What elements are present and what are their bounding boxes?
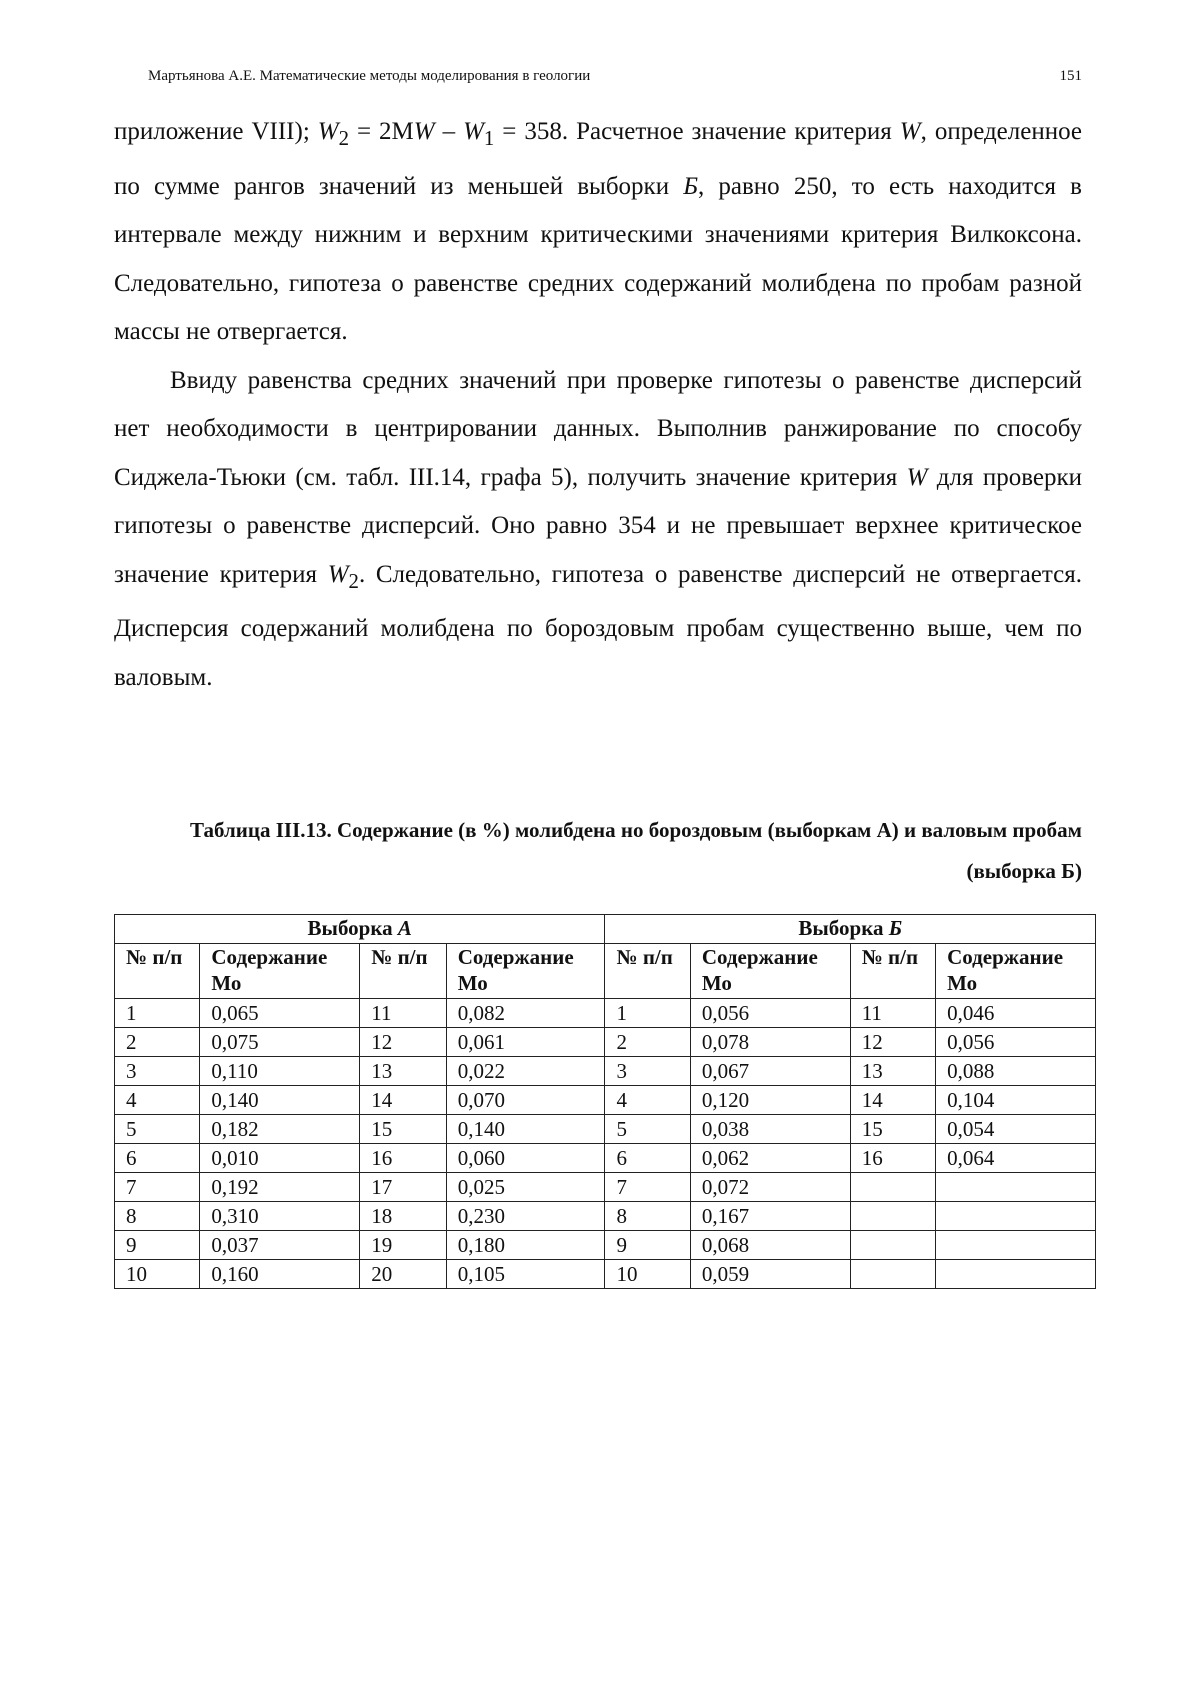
table-cell: 0,038 xyxy=(690,1115,850,1144)
table-cell: 0,180 xyxy=(446,1231,605,1260)
table-cell: 0,105 xyxy=(446,1260,605,1289)
table-cell: 0,104 xyxy=(936,1086,1096,1115)
table-cell: 0,140 xyxy=(200,1086,360,1115)
group-a-header: Выборка А xyxy=(115,915,605,944)
col-header-num: № п/п xyxy=(115,944,200,999)
table-cell: 0,054 xyxy=(936,1115,1096,1144)
page-number: 151 xyxy=(1059,68,1082,84)
table-cell: 0,065 xyxy=(200,999,360,1028)
table-cell: 3 xyxy=(115,1057,200,1086)
table-cell: 0,120 xyxy=(690,1086,850,1115)
table-cell: 11 xyxy=(850,999,935,1028)
table-cell: 12 xyxy=(360,1028,446,1057)
table-cell xyxy=(850,1260,935,1289)
table-cell: 0,022 xyxy=(446,1057,605,1086)
paragraph-1: приложение VIII); $W_2 = 2MW - W_1 = 358$. Расчетное значение критерия W, определенное по сумме рангов значений из меньшей выборки Б, равно 250, то есть находится в интервале между нижним и верхним критическими значениями критерия Вилкоксона. Следовательно, гипотеза о равенстве средних содержаний молибдена по пробам разной массы не отвергается. xyxy=(114,118,1083,345)
table-cell: 16 xyxy=(850,1144,935,1173)
table-cell: 10 xyxy=(115,1260,200,1289)
table-cell: 0,160 xyxy=(200,1260,360,1289)
table-cell: 15 xyxy=(850,1115,935,1144)
table-cell: 5 xyxy=(115,1115,200,1144)
table-cell: 0,140 xyxy=(446,1115,605,1144)
group-b-header: Выборка Б xyxy=(605,915,1096,944)
table-cell: 14 xyxy=(850,1086,935,1115)
table-cell: 0,182 xyxy=(200,1115,360,1144)
col-header-num: № п/п xyxy=(605,944,690,999)
table-cell: 0,056 xyxy=(936,1028,1096,1057)
table-cell: 0,310 xyxy=(200,1202,360,1231)
table-cell xyxy=(936,1202,1096,1231)
table-cell: 0,192 xyxy=(200,1173,360,1202)
table-cell: 0,082 xyxy=(446,999,605,1028)
table-cell: 10 xyxy=(605,1260,690,1289)
table-row xyxy=(115,1086,1096,1115)
table-cell: 7 xyxy=(115,1173,200,1202)
table-cell: 0,010 xyxy=(200,1144,360,1173)
table-cell: 1 xyxy=(605,999,690,1028)
table-cell: 0,060 xyxy=(446,1144,605,1173)
table-row xyxy=(115,1202,1096,1231)
page-header xyxy=(148,68,1082,92)
table-cell: 0,059 xyxy=(690,1260,850,1289)
table-row xyxy=(115,1057,1096,1086)
col-header-num: № п/п xyxy=(360,944,446,999)
table-cell: 0,167 xyxy=(690,1202,850,1231)
table-cell: 13 xyxy=(360,1057,446,1086)
table-cell: 1 xyxy=(115,999,200,1028)
molybdenum-table xyxy=(114,914,1096,1289)
table-cell: 9 xyxy=(605,1231,690,1260)
table-cell: 0,072 xyxy=(690,1173,850,1202)
col-header-content: Содержание Мо xyxy=(200,944,360,999)
table-cell: 6 xyxy=(115,1144,200,1173)
body-text xyxy=(114,108,1082,702)
table-cell: 0,078 xyxy=(690,1028,850,1057)
table-cell: 3 xyxy=(605,1057,690,1086)
table-row xyxy=(115,1260,1096,1289)
table-cell xyxy=(850,1173,935,1202)
table-cell: 19 xyxy=(360,1231,446,1260)
col-header-content: Содержание Мо xyxy=(446,944,605,999)
table-body xyxy=(115,999,1096,1289)
table-cell: 8 xyxy=(605,1202,690,1231)
table-cell: 6 xyxy=(605,1144,690,1173)
table-cell: 0,110 xyxy=(200,1057,360,1086)
table-cell: 0,067 xyxy=(690,1057,850,1086)
table-cell: 13 xyxy=(850,1057,935,1086)
table-cell: 0,056 xyxy=(690,999,850,1028)
table-cell: 4 xyxy=(115,1086,200,1115)
table-cell: 0,061 xyxy=(446,1028,605,1057)
running-title: Мартьянова А.Е. Математические методы моделирования в геологии xyxy=(148,68,591,84)
table-row xyxy=(115,999,1096,1028)
table-cell: 0,075 xyxy=(200,1028,360,1057)
table-cell: 0,046 xyxy=(936,999,1096,1028)
table-row xyxy=(115,1231,1096,1260)
table-cell: 0,037 xyxy=(200,1231,360,1260)
table-cell: 0,068 xyxy=(690,1231,850,1260)
table-cell: 2 xyxy=(605,1028,690,1057)
col-header-content: Содержание Мо xyxy=(936,944,1096,999)
table-cell xyxy=(936,1231,1096,1260)
table-cell: 12 xyxy=(850,1028,935,1057)
table-cell: 18 xyxy=(360,1202,446,1231)
table-cell xyxy=(850,1202,935,1231)
table-cell: 16 xyxy=(360,1144,446,1173)
table-cell: 0,064 xyxy=(936,1144,1096,1173)
table-cell: 0,025 xyxy=(446,1173,605,1202)
table-cell: 15 xyxy=(360,1115,446,1144)
table-cell xyxy=(936,1260,1096,1289)
table-cell: 0,062 xyxy=(690,1144,850,1173)
table-cell: 4 xyxy=(605,1086,690,1115)
table-cell: 8 xyxy=(115,1202,200,1231)
table-caption: Таблица III.13. Содержание (в %) молибдена но бороздовым (выборкам А) и валовым пробам (выборка Б) xyxy=(190,818,1082,883)
paragraph-2: Ввиду равенства средних значений при проверке гипотезы о равенстве дисперсий нет необходимости в центрировании данных. Выполнив ранжирование по способу Сиджела-Тьюки (см. табл. III.14, графа 5), получить значение критерия W для проверки гипотезы о равенстве дисперсий. Оно равно 354 и не превышает верхнее критическое значение критерия $W_2$. Следовательно, гипотеза о равенстве дисперсий не отвергается. Дисперсия содержаний молибдена по бороздовым пробам существенно выше, чем по валовым. xyxy=(114,366,1082,691)
table-cell: 0,070 xyxy=(446,1086,605,1115)
table-cell: 0,230 xyxy=(446,1202,605,1231)
table-cell: 14 xyxy=(360,1086,446,1115)
col-header-content: Содержание Мо xyxy=(690,944,850,999)
table-row xyxy=(115,1173,1096,1202)
table-cell: 5 xyxy=(605,1115,690,1144)
col-header-num: № п/п xyxy=(850,944,935,999)
table-row xyxy=(115,1144,1096,1173)
table-cell: 11 xyxy=(360,999,446,1028)
table-cell xyxy=(936,1173,1096,1202)
table-cell: 9 xyxy=(115,1231,200,1260)
table-cell: 0,088 xyxy=(936,1057,1096,1086)
table-cell xyxy=(850,1231,935,1260)
table-cell: 7 xyxy=(605,1173,690,1202)
table-cell: 2 xyxy=(115,1028,200,1057)
table-cell: 17 xyxy=(360,1173,446,1202)
table-row xyxy=(115,1028,1096,1057)
table-row xyxy=(115,1115,1096,1144)
table-cell: 20 xyxy=(360,1260,446,1289)
